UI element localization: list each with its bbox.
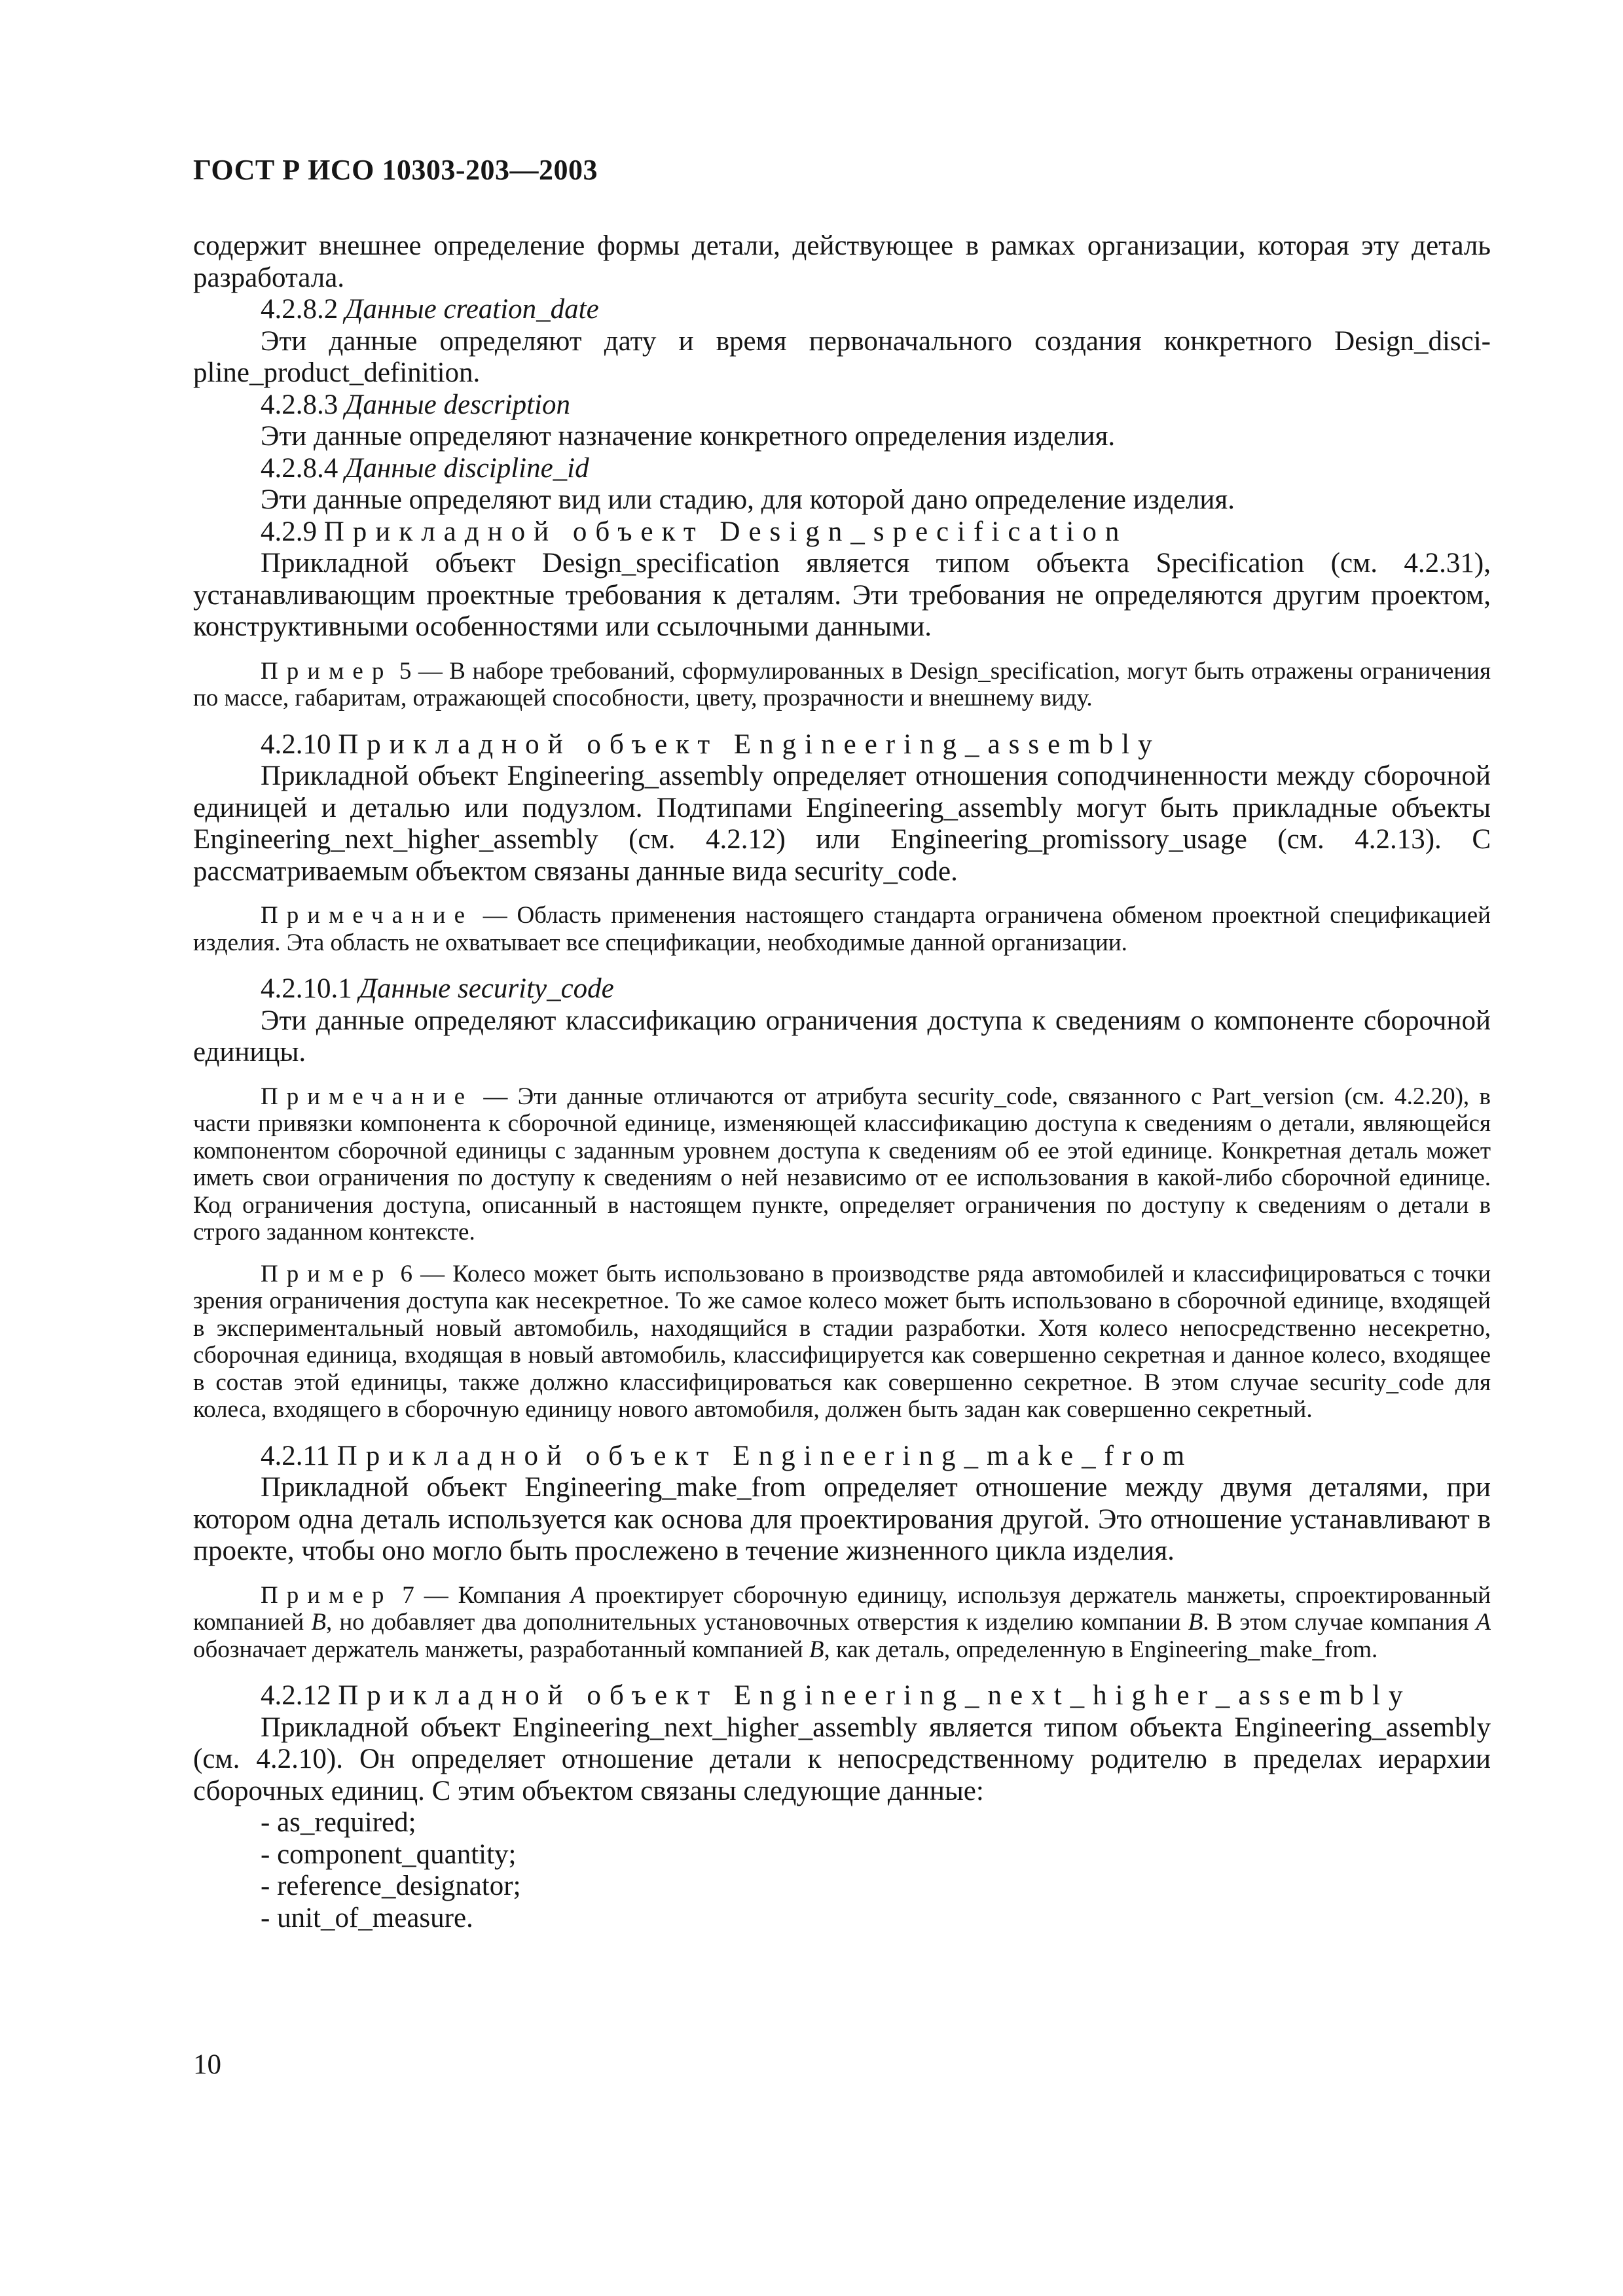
section-title: Прикладной объект Engineering_assembly [338,728,1161,760]
section-number: 4.2.9 [261,516,324,547]
example-text: проектирует сборочную единицу, используя держатель манжеты, спроектированный компанией [193,1581,1491,1636]
list-item: - reference_designator; [261,1871,521,1901]
section-number: 4.2.12 [261,1680,338,1711]
list-item: - as_required; [261,1807,416,1838]
section-4-2-10-text: Прикладной объект Engineering_assembly определяет отношения соподчиненности между сборочной единицей и деталью или подузлом. Подтипами Engineering_assembly могут быть прикладные объекты Engineering_next_higher_assembly (см. 4.2.12) или Engineering_promissory_usage (см. 4.2.13). С рассматриваемым объектом связаны данные вида security_code. [193,761,1491,887]
company-a: A [570,1581,586,1609]
section-number: 4.2.10 [261,728,338,760]
section-4-2-11-heading [193,1441,1491,1473]
subsection-4-2-8-4-text: Эти данные определяют вид или стадию, для которой дано определение изделия. [261,484,1235,515]
section-title: Данные creation_date [345,294,599,325]
section-number: 4.2.8.4 [261,452,345,484]
subsection-4-2-8-2-text: Эти данные определяют дату и время первоначального создания конкретного Design_disci-pline_product_definition. [193,325,1491,388]
note-2 [193,1083,1491,1246]
subsection-4-2-10-1-text: Эти данные определяют классификацию ограничения доступа к сведениям о компоненте сборочной единицы. [193,1005,1491,1067]
section-title: Данные description [345,389,570,420]
note-1 [193,902,1491,956]
subsection-4-2-8-3-text: Эти данные определяют назначение конкретного определения изделия. [261,421,1116,452]
example-text: обозначает держатель манжеты, разработанный компанией [193,1636,809,1663]
list-item: - component_quantity; [261,1839,517,1870]
example-label: Пример [261,1581,393,1609]
example-text: 5 — В наборе требований, сформулированных в Design_specification, могут быть отражены ограничения по массе, габаритам, отражающей способности, цвету, прозрачности и внешнему виду. [193,657,1491,711]
section-4-2-9-text: Прикладной объект Design_specification является типом объекта Specification (см. 4.2.31), устанавливающим проектные требования к деталям. Эти требования не определяются другим проектом, конструктивными особенностями или ссылочными данными. [193,548,1491,642]
example-text: 6 — Колесо может быть использовано в производстве ряда автомобилей и классифицироваться с точки зрения ограничения доступа как несекретное. То же самое колесо может быть использовано в сборочной единице, входящей в экспериментальный новый автомобиль, находящийся в стадии разработки. Хотя колесо непосредственно несекретно, сборочная единица, входящая в новый автомобиль, классифицируется как совершенно секретная и данное колесо, входящее в состав этой единицы, также должно классифицироваться как совершенно секретное. В этом случае security_code для колеса, входящего в сборочную единицу нового автомобиля, должен быть задан как совершенно секретный. [193,1260,1491,1423]
page-body [193,230,1491,1934]
section-title: Данные discipline_id [345,452,589,484]
example-label: Пример [261,1260,393,1287]
section-4-2-10-heading [193,729,1491,761]
section-title: Прикладной объект Design_specification [323,516,1128,547]
note-text: — Область применения настоящего стандарта ограничена обменом проектной спецификацией изделия. Эта область не охватывает все спецификации, необходимые данной организации. [193,902,1491,956]
list-item: - unit_of_measure. [261,1902,473,1933]
section-4-2-12-heading [193,1680,1491,1712]
subsection-4-2-8-2-heading [193,294,1491,326]
section-number: 4.2.10.1 [261,973,359,1004]
example-text: , но добавляет два дополнительных установочных отверстия к изделию компании [326,1609,1188,1636]
section-4-2-9-heading [193,516,1491,548]
example-5 [193,658,1491,712]
example-text: , как деталь, определенную в Engineering_make_from. [824,1636,1378,1663]
paragraph-continuation: содержит внешнее определение формы детали, действующее в рамках организации, которая эту деталь разработала. [193,230,1491,293]
company-b: B [311,1609,327,1636]
example-text: . В этом случае компания [1203,1609,1476,1636]
section-title: Прикладной объект Engineering_next_higher_assembly [338,1680,1412,1711]
subsection-4-2-10-1-heading [193,973,1491,1005]
subsection-4-2-8-4-heading [193,453,1491,485]
company-b: B [809,1636,824,1663]
note-label: Примечание [261,1083,473,1110]
section-number: 4.2.11 [261,1440,337,1471]
section-4-2-12-text: Прикладной объект Engineering_next_higher_assembly является типом объекта Engineering_assembly (см. 4.2.10). Он определяет отношение детали к непосредственному родителю в пределах иерархии сборочных единиц. С этим объектом связаны следующие данные: [193,1712,1491,1806]
company-a: A [1476,1609,1491,1636]
section-number: 4.2.8.3 [261,389,345,420]
subsection-4-2-8-3-heading [193,389,1491,422]
company-b: B [1188,1609,1203,1636]
document-header: ГОСТ Р ИСО 10303-203—2003 [193,154,598,186]
example-label: Пример [261,657,393,685]
note-text: — Эти данные отличаются от атрибута security_code, связанного с Part_version (см. 4.2.20), в части привязки компонента к сборочной единице, изменяющей классификацию доступа к сведениям о детали, являющейся компонентом сборочной единицы с заданным уровнем доступа к сведениям об ее этой единице. Конкретная деталь может иметь свои ограничения по доступу к сведениям о ней независимо от ее использования в какой-либо сборочной единице. Код ограничения доступа, описанный в настоящем пункте, определяет ограничения по доступу к сведениям о детали в строго заданном контексте. [193,1083,1491,1246]
example-7 [193,1582,1491,1664]
section-number: 4.2.8.2 [261,294,345,325]
section-title: Прикладной объект Engineering_make_from [337,1440,1194,1471]
section-4-2-11-text: Прикладной объект Engineering_make_from определяет отношение между двумя деталями, при котором одна деталь используется как основа для проектирования другой. Это отношение устанавливают в проекте, чтобы оно могло быть прослежено в течение жизненного цикла изделия. [193,1472,1491,1566]
example-6 [193,1261,1491,1424]
page-number: 10 [193,2049,221,2080]
note-label: Примечание [261,902,473,929]
section-title: Данные security_code [359,973,614,1004]
example-text: 7 — Компания [392,1581,571,1609]
